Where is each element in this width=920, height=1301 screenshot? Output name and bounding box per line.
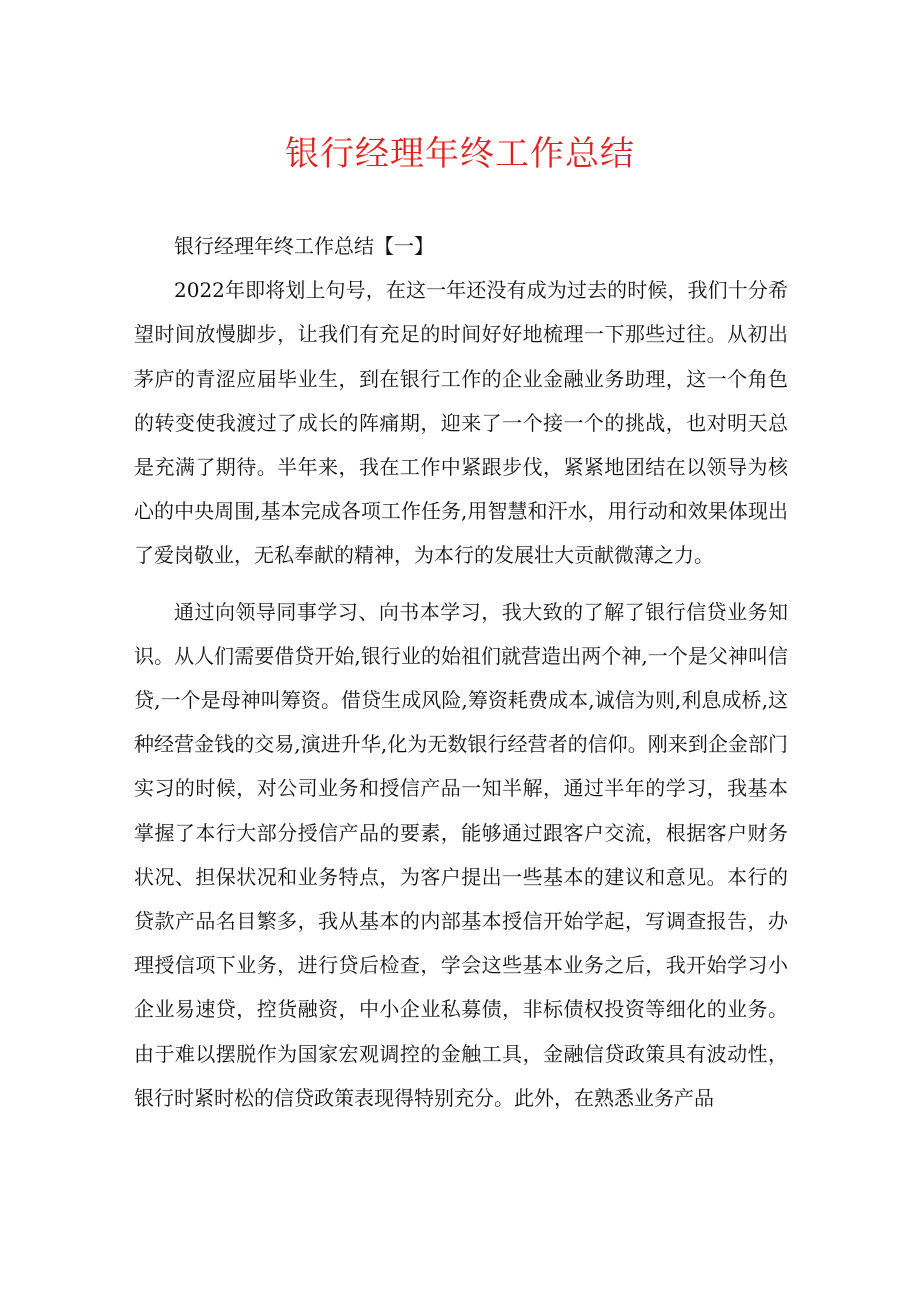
document-body [134, 224, 788, 1120]
paragraph-1: 2022年即将划上句号，在这一年还没有成为过去的时候，我们十分希望时间放慢脚步，让我们有充足的时间好好地梳理一下那些过往。从初出茅庐的青涩应届毕业生，到在银行工作的企业金融业务助理，这一个角色的转变使我渡过了成长的阵痛期，迎来了一个接一个的挑战，也对明天总是充满了期待。半年来，我在工作中紧跟步伐，紧紧地团结在以领导为核心的中央周围,基本完成各项工作任务,用智慧和汗水，用行动和效果体现出了爱岗敬业，无私奉献的精神，为本行的发展壮大贡献微薄之力。 [134, 278, 788, 568]
paragraph-2: 通过向领导同事学习、向书本学习，我大致的了解了银行信贷业务知识。从人们需要借贷开始,银行业的始祖们就营造出两个神,一个是父神叫信贷,一个是母神叫筹资。借贷生成风险,筹资耗费成本,诚信为则,利息成桥,这种经营金钱的交易,演进升华,化为无数银行经营者的信仰。刚来到企金部门实习的时候，对公司业务和授信产品一知半解，通过半年的学习，我基本掌握了本行大部分授信产品的要素，能够通过跟客户交流，根据客户财务状况、担保状况和业务特点，为客户提出一些基本的建议和意见。本行的贷款产品名目繁多，我从基本的内部基本授信开始学起，写调查报告，办理授信项下业务，进行贷后检查，学会这些基本业务之后，我开始学习小企业易速贷，控货融资，中小企业私募债，非标债权投资等细化的业务。由于难以摆脱作为国家宏观调控的金触工具，金融信贷政策具有波动性，银行时紧时松的信贷政策表现得特别充分。此外，在熟悉业务产品 [134, 599, 788, 1110]
document-title: 银行经理年终工作总结 [285, 134, 635, 174]
section-heading: 银行经理年终工作总结【一】 [174, 234, 434, 258]
